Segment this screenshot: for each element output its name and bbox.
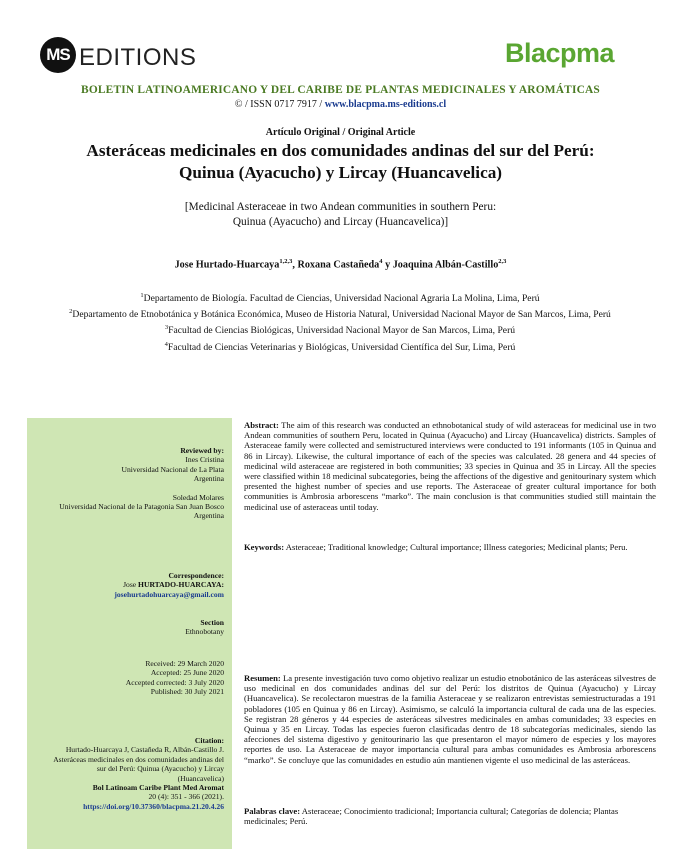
published-date: Published: 30 July 2021 xyxy=(150,687,224,697)
affiliation-sup: 4 xyxy=(164,340,168,348)
reviewed-by-heading: Reviewed by: xyxy=(180,446,224,455)
ms-editions-logo-text: EDITIONS xyxy=(79,44,197,71)
citation-line: Asteráceas medicinales en dos comunidades andinas del xyxy=(53,754,224,764)
affiliation-sup: 1 xyxy=(140,292,144,299)
title-english xyxy=(0,200,681,230)
palabras-clave-text: Asteraceae; Conocimiento tradicional; Importancia cultural; Categorías de dolencia; Plantas medicinales; Perú. xyxy=(244,806,619,827)
section-heading: Section xyxy=(200,618,224,627)
author-list xyxy=(0,258,681,270)
citation-journal: Bol Latinoam Caribe Plant Med Aromat xyxy=(92,783,224,793)
citation-doi-link[interactable]: https://doi.org/10.37360/blacpma.21.20.4.26 xyxy=(83,801,224,811)
section-value: Ethnobotany xyxy=(185,627,224,637)
author-separator: , xyxy=(292,259,298,271)
citation-line: sur del Perú: Quinua (Ayacucho) y Lircay xyxy=(96,764,224,774)
article-info-sidebar xyxy=(27,418,232,849)
correspondence-first-name: Jose xyxy=(123,580,139,590)
reviewer-institution: Universidad Nacional de la Patagonia San Juan Bosco xyxy=(59,502,224,512)
received-date: Received: 29 March 2020 xyxy=(145,659,224,668)
reviewer-name: Ines Cristina xyxy=(185,455,224,465)
affiliation-sup: 3 xyxy=(164,324,169,332)
article-type: Artículo Original / Original Article xyxy=(265,127,416,138)
author-separator: y xyxy=(382,259,393,271)
palabras-clave-label: Palabras clave: xyxy=(244,806,301,816)
correspondence-heading: Correspondence: xyxy=(168,571,224,580)
citation-heading: Citation: xyxy=(194,736,224,745)
author-name: Roxana Castañeda xyxy=(297,259,380,271)
affiliations xyxy=(40,289,640,354)
correspondence-surname: HURTADO-HUARCAYA: xyxy=(138,580,224,590)
reviewer-country: Argentina xyxy=(193,511,224,521)
correspondence-block xyxy=(29,571,224,599)
citation-volume: 20 (4): 351 - 366 (2021). xyxy=(148,792,224,802)
reviewers-block xyxy=(29,446,224,521)
abstract-text: The aim of this research was conducted an ethnobotanical study of wild asteraceas for medicinal use in two Andean communities of southern Peru, located in Quinua (Ayacucho) and Lircay (Huancavelica) districts. Samples of Asteraceae family were collected and semistructured interviews were conducted to 191 informants (105 in Quinua and 86 in Lircay). Likewise, the cultural importance of each of the species was calculated. 28 genera and 44 species of medicinal wild asteraceae are registered in both communities; 33 species in Quinua and 35 in Lircay. All the species were classified within 18 medicinal subcategories, being the affections of the digestive and genitourinary system which presented the highest number of species and use reports. The Asteraceae of greater cultural importance for both communities is Ambrosia arborescens “marko”. The main conclusion is that communities studied still maintain the medicinal use of asteraceas until today. xyxy=(244,420,656,512)
accepted-date: Accepted: 25 June 2020 xyxy=(150,668,224,678)
affiliation-text: Departamento de Biología. Facultad de Ciencias, Universidad Nacional Agraria La Molina, Lima, Perú xyxy=(143,293,540,305)
resumen-text: La presente investigación tuvo como objetivo realizar un estudio etnobotánico de las asteráceas silvestres de uso medicinal en dos comunidades andinas del sur del Perú: los distritos de Quinua (Ayacucho) y Lircay (Huancavelica). Se recolectaron muestras de la familia Asteraceae y se realizaron entrevistas semiestructuradas a 191 pobladores (105 en Quinua y 86 en Lircay). Asimismo, se calculó la importancia cultural de cada una de las especies. Se registran 28 géneros y 44 especies de asteráceas silvestres medicinales en ambas comunidades; 33 especies en Quinua y 35 en Lircay. Todas las especies fueron clasificadas dentro de 18 subcategorías medicinales, siendo las afecciones del sistema digestivo y genitourinario las que presentaron el mayor número de especies y los mayores reportes de uso. La Asteraceae de mayor importancia cultural para ambas comunidades es Ambrosia arborescens “marko”. Se concluye que las comunidades en estudio aún mantienen vigente el uso medicinal de las asteráceas. xyxy=(244,673,656,765)
author-name: Joaquina Albán-Castillo xyxy=(392,259,499,271)
affiliation-text: Facultad de Ciencias Biológicas, Universidad Nacional Mayor de San Marcos, Lima, Perú xyxy=(168,325,516,337)
reviewer-institution: Universidad Nacional de La Plata xyxy=(121,464,224,474)
ms-editions-logo-mark: MS xyxy=(40,37,76,73)
author-name: Jose Hurtado-Huarcaya xyxy=(174,259,280,271)
title-en-line2: Quinua (Ayacucho) and Lircay (Huancavelica)] xyxy=(232,216,449,228)
author-affiliation-sup: 4 xyxy=(379,258,383,265)
section-block xyxy=(29,618,224,637)
author-affiliation-sup: 2,3 xyxy=(498,258,507,265)
title-es-line1: Asteráceas medicinales en dos comunidades andinas del sur del Perú: xyxy=(86,141,595,160)
citation-line: Hurtado-Huarcaya J, Castañeda R, Albán-Castillo J. xyxy=(65,745,224,755)
affiliation-text: Facultad de Ciencias Veterinarias y Biológicas, Universidad Científica del Sur, Lima, Perú xyxy=(167,341,516,353)
keywords xyxy=(244,542,656,552)
journal-name: BOLETIN LATINOAMERICANO Y DEL CARIBE DE PLANTAS MEDICINALES Y AROMÁTICAS xyxy=(81,84,600,96)
title-spanish xyxy=(0,140,681,184)
resumen-label: Resumen: xyxy=(244,673,281,683)
accepted-corrected-date: Accepted corrected: 3 July 2020 xyxy=(125,677,224,687)
resumen xyxy=(244,673,656,765)
affiliation xyxy=(40,321,640,337)
palabras-clave xyxy=(244,806,656,826)
correspondence-author xyxy=(29,580,224,589)
affiliation xyxy=(40,289,640,305)
affiliation-text: Departamento de Etnobotánica y Botánica Económica, Museo de Historia Natural, Universidad Nacional Mayor de San Marcos, Lima, Perú xyxy=(72,309,611,321)
issn-line xyxy=(0,99,681,110)
keywords-text: Asteraceae; Traditional knowledge; Cultural importance; Illness categories; Medicinal plants; Peru. xyxy=(285,542,628,552)
dates-block xyxy=(29,659,224,697)
correspondence-email-link[interactable]: josehurtadohuarcaya@gmail.com xyxy=(114,589,224,599)
issn-text: © / ISSN 0717 7917 / xyxy=(234,99,323,110)
journal-url-link[interactable]: www.blacpma.ms-editions.cl xyxy=(324,99,447,110)
abstract-label: Abstract: xyxy=(244,420,279,430)
abstract xyxy=(244,420,656,512)
citation-block xyxy=(29,736,224,811)
affiliation xyxy=(40,338,640,354)
citation-line: (Huancavelica) xyxy=(177,773,224,783)
blacpma-logo: Blacpma xyxy=(505,38,615,68)
reviewer-country: Argentina xyxy=(193,474,224,484)
reviewer-name: Soledad Molares xyxy=(172,492,224,502)
affiliation-sup: 2 xyxy=(69,308,73,316)
author-affiliation-sup: 1,2,3 xyxy=(279,258,293,265)
affiliation xyxy=(40,305,640,321)
title-es-line2: Quinua (Ayacucho) y Lircay (Huancavelica) xyxy=(178,163,503,182)
keywords-label: Keywords: xyxy=(244,542,285,552)
title-en-line1: [Medicinal Asteraceae in two Andean communities in southern Peru: xyxy=(184,201,497,213)
